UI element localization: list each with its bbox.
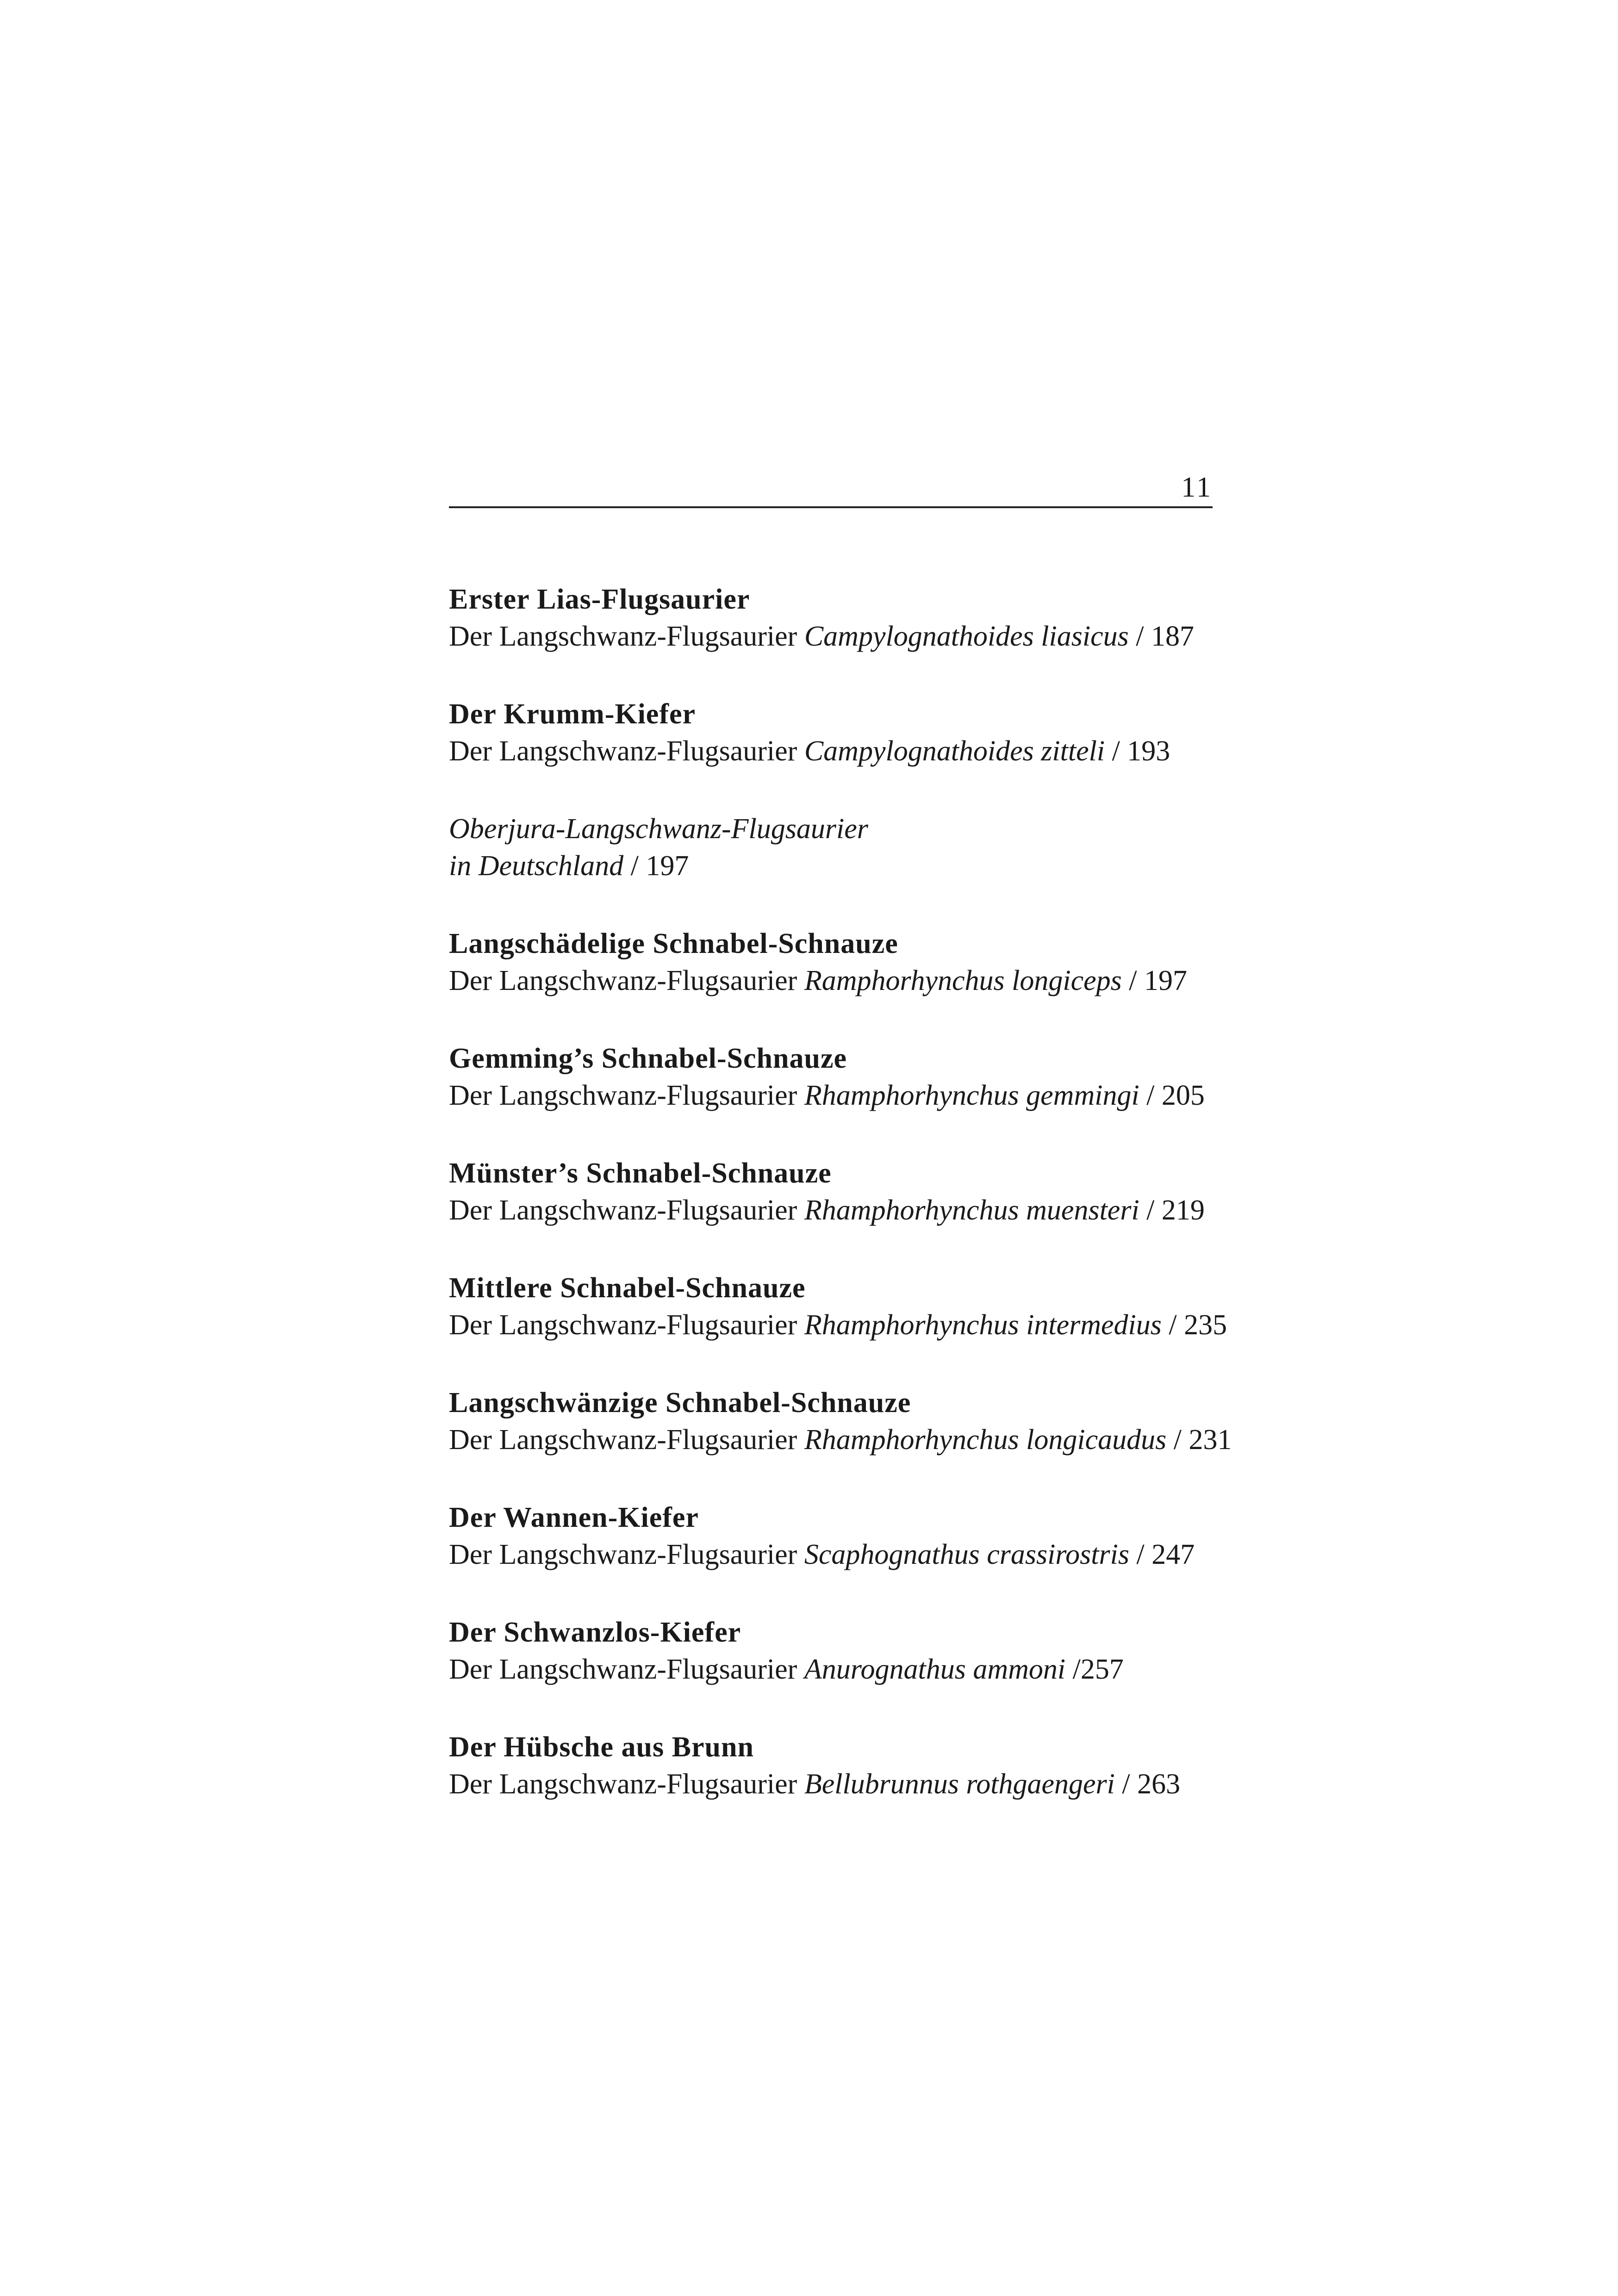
entry-title: Der Hübsche aus Brunn [449, 1731, 754, 1763]
toc-entry [449, 925, 1375, 1040]
entry-subtitle [449, 1192, 1375, 1229]
entry-page-ref: / 205 [1139, 1080, 1205, 1111]
entry-title: Langschwänzige Schnabel-Schnauze [449, 1387, 911, 1419]
entry-page-ref: /257 [1065, 1654, 1124, 1685]
entry-title: Der Schwanzlos-Kiefer [449, 1617, 741, 1648]
entry-page-ref: / 197 [623, 850, 689, 882]
species-name: Bellubrunnus rothgaengeri [804, 1768, 1115, 1800]
entry-prefix: Der Langschwanz-Flugsaurier [449, 1539, 804, 1570]
entry-page-ref: / 197 [1121, 965, 1187, 996]
entry-page-ref: / 193 [1105, 735, 1170, 767]
entry-page-ref: / 247 [1129, 1539, 1195, 1570]
entry-title: Mittlere Schnabel-Schnauze [449, 1272, 806, 1304]
table-of-contents [449, 581, 1375, 1843]
entry-title: Münster’s Schnabel-Schnauze [449, 1157, 832, 1189]
entry-title: Der Wannen-Kiefer [449, 1502, 699, 1533]
entry-prefix: Der Langschwanz-Flugsaurier [449, 1424, 804, 1456]
toc-entry [449, 1155, 1375, 1269]
entry-subtitle [449, 847, 1375, 884]
entry-prefix: Der Langschwanz-Flugsaurier [449, 1195, 804, 1226]
entry-page-ref: / 263 [1114, 1768, 1181, 1800]
entry-subtitle [449, 1307, 1375, 1344]
entry-subtitle [449, 1421, 1375, 1458]
toc-entry [449, 1614, 1375, 1729]
toc-entry [449, 1729, 1375, 1843]
entry-page-ref: / 235 [1161, 1309, 1227, 1341]
entry-subtitle [449, 1077, 1375, 1114]
entry-page-ref: / 187 [1128, 621, 1194, 652]
page-header [449, 463, 1213, 508]
entry-title: Erster Lias-Flugsaurier [449, 584, 750, 615]
section-title: Oberjura-Langschwanz-Flugsaurier [449, 813, 868, 845]
species-name: Scaphognathus crassirostris [804, 1539, 1129, 1570]
entry-subtitle [449, 1766, 1375, 1803]
toc-section-entry [449, 810, 1375, 925]
species-name: Ramphorhynchus longiceps [804, 965, 1122, 996]
entry-subtitle [449, 1536, 1375, 1573]
species-name: Rhamphorhynchus intermedius [804, 1309, 1162, 1341]
species-name: Campylognathoides zitteli [804, 735, 1105, 767]
entry-prefix: Der Langschwanz-Flugsaurier [449, 1080, 804, 1111]
species-name: Rhamphorhynchus gemmingi [804, 1080, 1139, 1111]
entry-prefix: Der Langschwanz-Flugsaurier [449, 965, 804, 996]
section-title-continued: in Deutschland [449, 850, 624, 882]
entry-title: Der Krumm-Kiefer [449, 698, 696, 730]
entry-prefix: Der Langschwanz-Flugsaurier [449, 621, 804, 652]
entry-subtitle [449, 962, 1375, 999]
entry-page-ref: / 219 [1139, 1195, 1205, 1226]
entry-subtitle [449, 618, 1375, 655]
toc-entry [449, 1384, 1375, 1499]
species-name: Rhamphorhynchus muensteri [804, 1195, 1139, 1226]
entry-prefix: Der Langschwanz-Flugsaurier [449, 1654, 804, 1685]
toc-entry [449, 581, 1375, 696]
entry-subtitle [449, 733, 1375, 770]
entry-prefix: Der Langschwanz-Flugsaurier [449, 735, 804, 767]
page-number: 11 [1181, 472, 1213, 503]
species-name: Anurognathus ammoni [804, 1654, 1066, 1685]
entry-page-ref: / 231 [1166, 1424, 1232, 1456]
toc-entry [449, 696, 1375, 810]
entry-prefix: Der Langschwanz-Flugsaurier [449, 1768, 804, 1800]
entry-title: Langschädelige Schnabel-Schnauze [449, 928, 898, 959]
entry-prefix: Der Langschwanz-Flugsaurier [449, 1309, 804, 1341]
toc-entry [449, 1499, 1375, 1614]
toc-entry [449, 1040, 1375, 1155]
species-name: Rhamphorhynchus longicaudus [804, 1424, 1167, 1456]
species-name: Campylognathoides liasicus [804, 621, 1129, 652]
toc-entry [449, 1269, 1375, 1384]
entry-title: Gemming’s Schnabel-Schnauze [449, 1043, 847, 1074]
entry-subtitle [449, 1651, 1375, 1688]
